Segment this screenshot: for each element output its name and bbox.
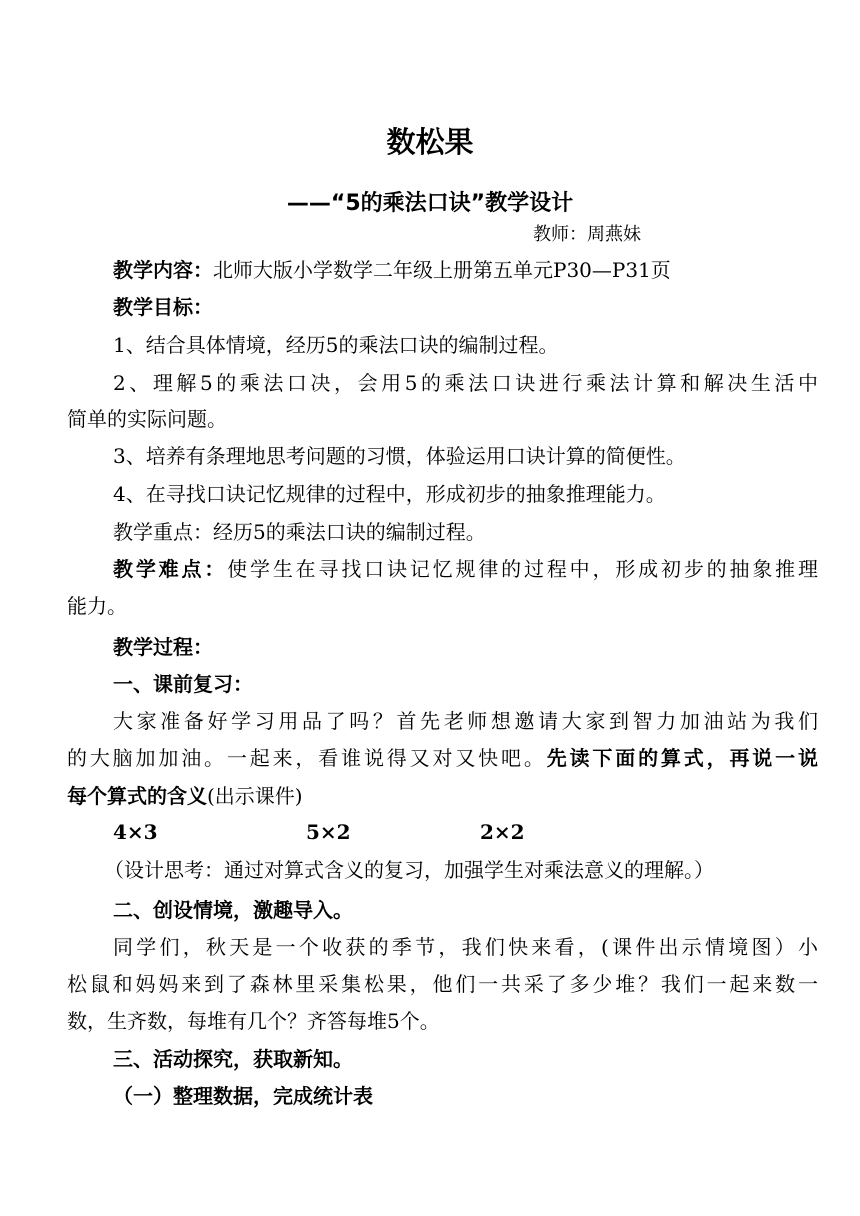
- teaching-goals-label: 教学目标：: [113, 295, 213, 319]
- section-1-line-3-plain: (出示课件): [207, 784, 303, 808]
- section-1-line-1: 大家准备好学习用品了吗？首先老师想邀请大家到智力加油站为我们: [113, 709, 818, 733]
- section-1-heading: 一、课前复习：: [113, 672, 253, 696]
- difficulty-text: 使学生在寻找口诀记忆规律的过程中，形成初步的抽象推理: [227, 557, 819, 581]
- goal-3: 3、培养有条理地思考问题的习惯，体验运用口诀计算的简便性。: [113, 444, 686, 468]
- section-3-heading: 三、活动探究，获取新知。: [113, 1047, 353, 1071]
- teacher-name: 教师：周燕妹: [533, 224, 641, 245]
- document-title: 数松果: [386, 125, 474, 159]
- design-note: （设计思考：通过对算式含义的复习，加强学生对乘法意义的理解。）: [104, 858, 714, 882]
- section-1-line-2-bold: 先读下面的算式，再说一说: [546, 746, 818, 770]
- section-2-line-2: 松鼠和妈妈来到了森林里采集松果，他们一共采了多少堆？我们一起来数一: [67, 972, 818, 996]
- section-1-line-3-bold: 每个算式的含义: [67, 784, 207, 808]
- difficulty-line-1: [113, 555, 818, 583]
- teaching-content: [113, 256, 671, 284]
- document-subtitle: ——“5的乘法口诀”教学设计: [286, 191, 574, 216]
- expression-2: 5×2: [306, 820, 351, 844]
- goal-2-line-2: 简单的实际问题。: [67, 407, 227, 431]
- goal-1: 1、结合具体情境，经历5的乘法口诀的编制过程。: [113, 333, 559, 357]
- difficulty-label: 教学难点：: [113, 557, 228, 581]
- teaching-process-label: 教学过程：: [113, 635, 213, 659]
- section-2-line-3: 数，生齐数，每堆有几个？齐答每堆5个。: [67, 1009, 440, 1033]
- teaching-content-label: 教学内容：: [113, 258, 213, 282]
- section-2-heading: 二、创设情境，激趣导入。: [113, 898, 353, 922]
- section-1-line-2-plain: 的大脑加加油。一起来，看谁说得又对又快吧。: [67, 746, 547, 770]
- section-1-line-2: [67, 744, 818, 772]
- goal-4: 4、在寻找口诀记忆规律的过程中，形成初步的抽象推理能力。: [113, 482, 666, 506]
- key-point: 教学重点：经历5的乘法口诀的编制过程。: [113, 520, 486, 544]
- goal-2-line-1: 2、理解5的乘法口决，会用5的乘法口诀进行乘法计算和解决生活中: [113, 371, 818, 395]
- teaching-content-text: 北师大版小学数学二年级上册第五单元P30—P31页: [213, 258, 671, 282]
- expression-3: 2×2: [480, 820, 525, 844]
- section-1-line-3: [67, 782, 303, 810]
- section-3-subheading: （一）整理数据，完成统计表: [113, 1084, 373, 1108]
- difficulty-line-2: 能力。: [67, 594, 127, 618]
- section-2-line-1: 同学们，秋天是一个收获的季节，我们快来看，(课件出示情境图）小: [113, 935, 818, 959]
- expression-1: 4×3: [113, 820, 158, 844]
